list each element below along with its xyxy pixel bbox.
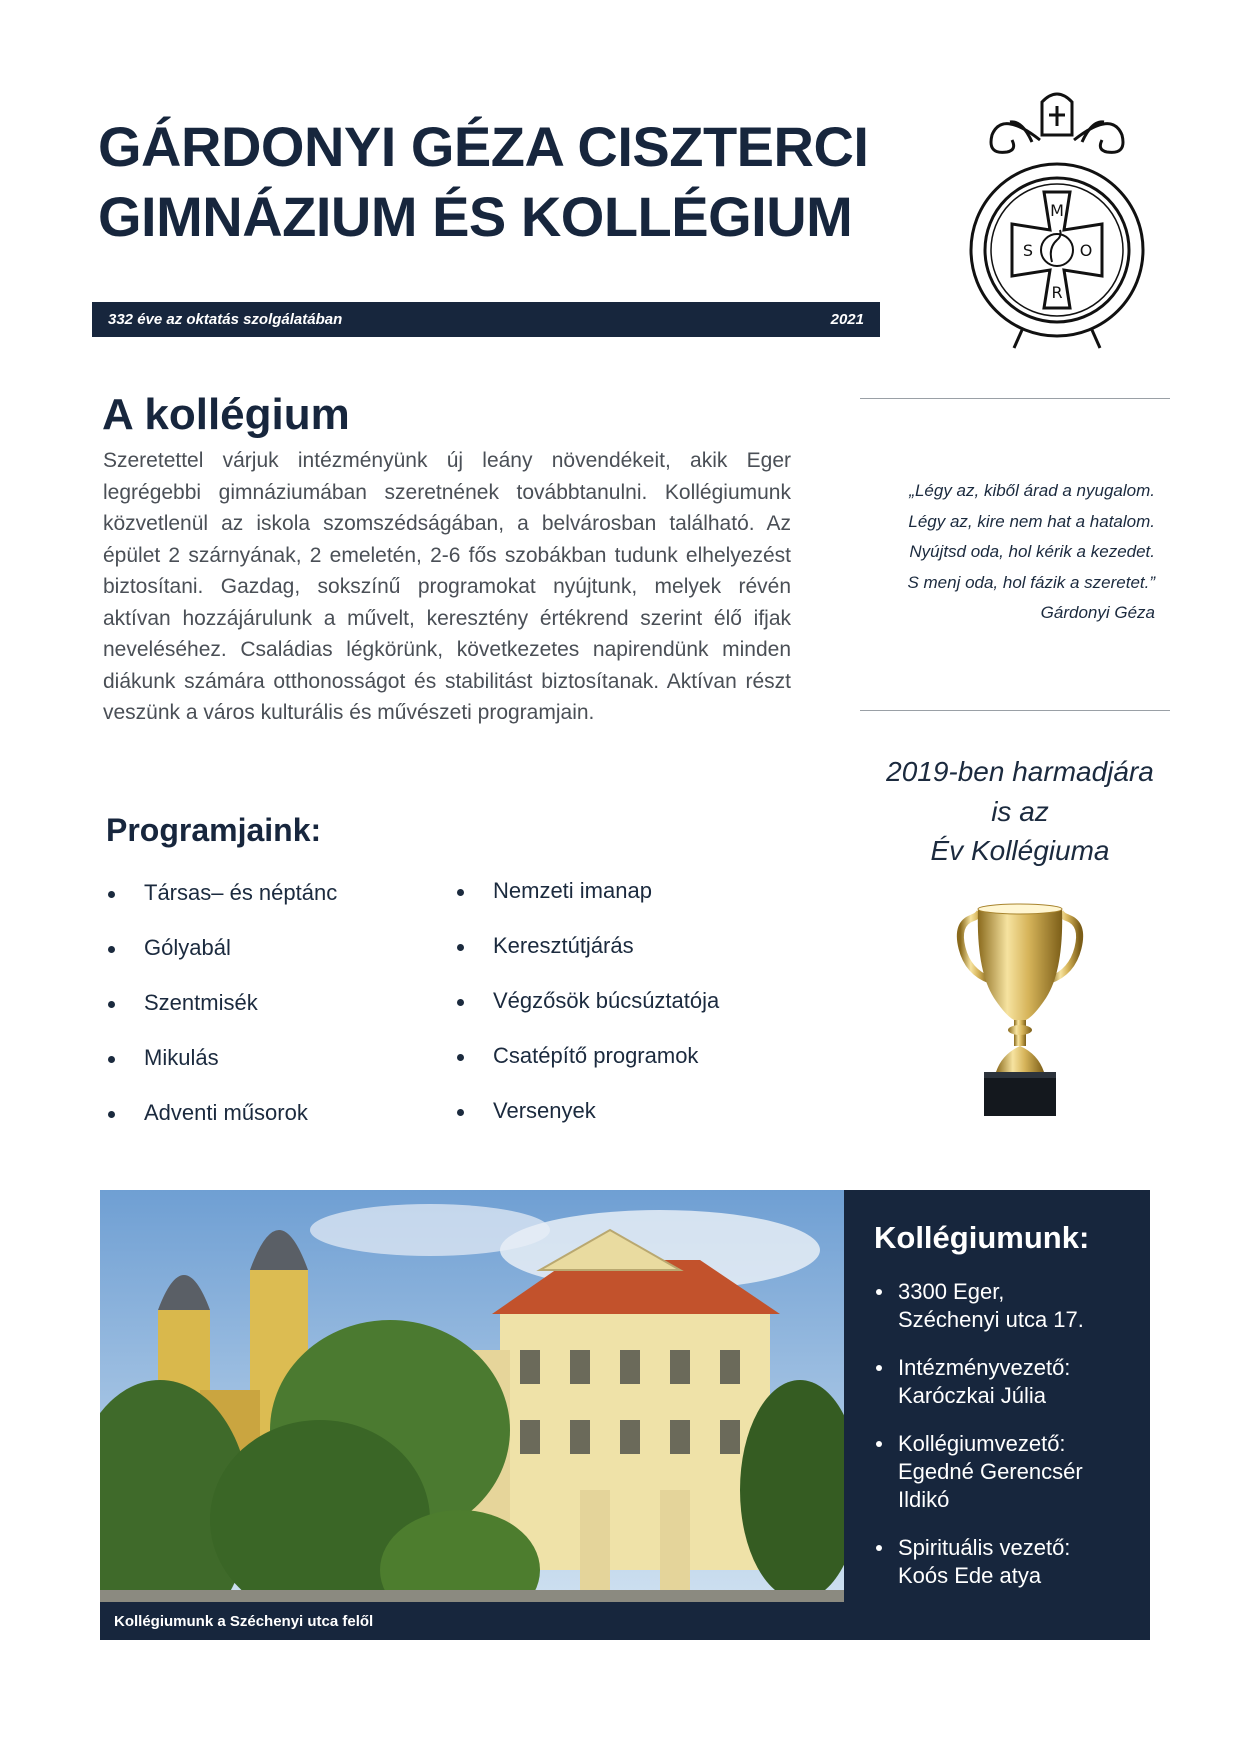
list-item [874, 1354, 1130, 1410]
award-line: 2019-ben harmadjára [886, 756, 1154, 787]
info-label: Intézményvezető: [898, 1355, 1071, 1380]
list-item [874, 1278, 1130, 1334]
banner-tagline: 332 éve az oktatás szolgálatában [108, 311, 343, 328]
list-item: Nemzeti imanap [455, 878, 805, 933]
header-banner [92, 302, 880, 337]
info-list [874, 1278, 1130, 1590]
quote-line: S menj oda, hol fázik a szeretet.” [907, 572, 1155, 592]
title-line-2: GIMNÁZIUM ÉS KOLLÉGIUM [98, 185, 853, 248]
title-line-1: GÁRDONYI GÉZA CISZTERCI [98, 115, 869, 178]
intro-text: Szeretettel várjuk intézményünk új leány növendékeit, akik Eger legrégebbi gimnáziumában szeretnének továbbtanulni. Kollégiumunk közvetlenül az iskola szomszédságában, a belvárosban található. Az épület 2 szárnyának, 2 emeletén, 2-6 fős szobákban tudunk elhelyezést biztosítani. Gazdag, sokszínű programokat nyújtunk, melyek révén aktívan hozzájárulunk a művelt, keresztény értékrend szerint élő ifjak neveléséhez. Családias légkörünk, következetes napirendünk minden diákunk számára otthonosságot és stabilitást biztosítanak. Aktívan részt veszünk a város kulturális és művészeti programjain. [103, 449, 791, 724]
info-value: Koós Ede atya [898, 1563, 1042, 1588]
quote-line: Légy az, kire nem hat a hatalom. [908, 511, 1155, 531]
school-emblem-icon [962, 80, 1152, 360]
banner-year: 2021 [830, 311, 864, 328]
emblem-letter-o: O [1079, 241, 1093, 260]
info-value: Széchenyi utca 17. [898, 1307, 1084, 1332]
quote-top-divider [860, 398, 1170, 399]
quote-author: Gárdonyi Géza [1040, 603, 1155, 622]
building-photo [100, 1190, 844, 1640]
emblem-letter-s: S [1022, 241, 1034, 260]
list-item: Mikulás [106, 1045, 436, 1100]
list-item [874, 1430, 1130, 1514]
quote-block [855, 476, 1155, 629]
list-item: Keresztútjárás [455, 933, 805, 988]
programs-list-left [106, 880, 436, 1155]
list-item [874, 1534, 1130, 1590]
emblem-letter-r: R [1051, 283, 1063, 302]
list-item: Szentmisék [106, 990, 436, 1045]
list-item: Gólyabál [106, 935, 436, 990]
info-value: Egedné Gerencsér Ildikó [898, 1459, 1083, 1512]
list-item: Végzősök búcsúztatója [455, 988, 805, 1043]
photo-caption: Kollégiumunk a Széchenyi utca felől [100, 1602, 844, 1640]
programs-heading: Programjaink: [106, 812, 322, 848]
award-line: Év Kollégiuma [930, 835, 1110, 866]
emblem-letter-m: M [1050, 201, 1064, 220]
quote-line: „Légy az, kiből árad a nyugalom. [909, 481, 1155, 500]
info-label: Spirituális vezető: [898, 1535, 1071, 1560]
list-item: Csatépítő programok [455, 1043, 805, 1098]
list-item: Versenyek [455, 1098, 805, 1153]
info-label: 3300 Eger, [898, 1279, 1005, 1304]
quote-line: Nyújtsd oda, hol kérik a kezedet. [909, 542, 1155, 561]
info-value: Karóczkai Júlia [898, 1383, 1046, 1408]
quote-bottom-divider [860, 710, 1170, 711]
programs-list-right [455, 878, 805, 1153]
intro-heading: A kollégium [102, 390, 350, 439]
award-text [855, 752, 1185, 871]
page-title [98, 112, 898, 252]
trophy-icon [950, 900, 1090, 1130]
info-label: Kollégiumvezető: [898, 1431, 1066, 1456]
list-item: Társas– és néptánc [106, 880, 436, 935]
list-item: Adventi műsorok [106, 1100, 436, 1155]
info-heading: Kollégiumunk: [874, 1220, 1090, 1255]
award-line: is az [991, 795, 1049, 827]
info-box [844, 1190, 1150, 1640]
